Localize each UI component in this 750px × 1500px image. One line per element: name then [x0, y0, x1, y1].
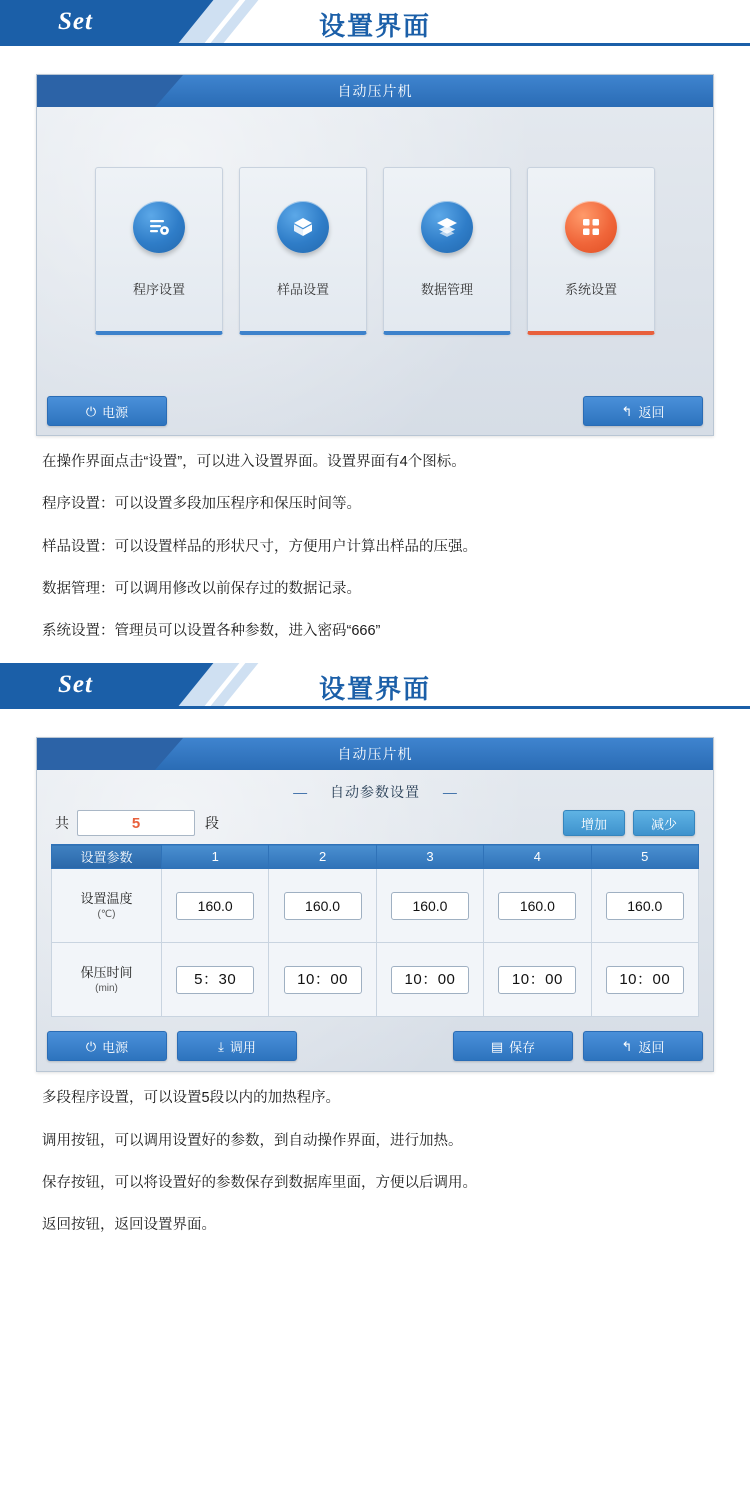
- device-screen-settings: [36, 74, 714, 436]
- banner-set-label: Set: [58, 671, 93, 699]
- power-button-label: 电源: [102, 1039, 129, 1055]
- temperature-input-3[interactable]: 160.0: [391, 892, 469, 920]
- row-label-holding-time: [52, 943, 162, 1017]
- row-label-text: 保压时间: [80, 965, 133, 981]
- back-button-label: 返回: [638, 1039, 665, 1055]
- segment-count-row: [51, 810, 699, 844]
- holding-time-input-5[interactable]: 10：00: [606, 966, 684, 994]
- banner-set-label: Set: [58, 8, 93, 35]
- menu-card-system-settings[interactable]: [527, 167, 655, 335]
- holding-time-input-2[interactable]: 10：00: [284, 966, 362, 994]
- device-title: 自动压片机: [337, 746, 413, 763]
- table-cell: [376, 943, 483, 1017]
- table-cell: [591, 943, 698, 1017]
- add-segment-button[interactable]: 增加: [563, 810, 625, 836]
- caption-line: 返回按钮，返回设置界面。: [42, 1217, 216, 1234]
- back-arrow-icon: ↰: [621, 1038, 633, 1054]
- table-cell: [162, 943, 269, 1017]
- caption-line: 系统设置：管理员可以设置各种参数，进入密码“666”: [42, 623, 381, 640]
- banner-title: 设置界面: [318, 11, 431, 41]
- power-icon: ⏻: [85, 1038, 97, 1054]
- segment-count-input[interactable]: 5: [77, 810, 195, 836]
- cube-icon: [277, 201, 329, 253]
- dash-left: —: [293, 784, 308, 801]
- table-cell: [591, 869, 698, 943]
- holding-time-input-4[interactable]: 10：00: [498, 966, 576, 994]
- caption-line: 在操作界面点击“设置”，可以进入设置界面。设置界面有4个图标。: [42, 454, 466, 470]
- power-button[interactable]: [47, 396, 167, 426]
- holding-time-input-3[interactable]: 10：00: [391, 966, 469, 994]
- download-icon: ⤓: [218, 1038, 224, 1054]
- save-button-label: 保存: [509, 1039, 536, 1055]
- row-label-text: 设置温度: [80, 891, 133, 907]
- device-body-2: [37, 770, 713, 1071]
- segment-count-label: 共: [55, 815, 69, 832]
- row-label-temperature: [52, 869, 162, 943]
- power-icon: ⏻: [85, 403, 97, 419]
- device-header-2: [37, 738, 713, 770]
- caption-line: 样品设置：可以设置样品的形状尺寸，方便用户计算出样品的压强。: [42, 538, 477, 555]
- table-row: [52, 943, 699, 1017]
- back-button[interactable]: [583, 1031, 703, 1061]
- load-button-label: 调用: [229, 1039, 256, 1055]
- holding-time-input-1[interactable]: 5：30: [176, 966, 254, 994]
- table-header-row: [52, 845, 699, 869]
- table-cell: [484, 943, 591, 1017]
- banner-title: 设置界面: [318, 674, 431, 705]
- power-button[interactable]: [47, 1031, 167, 1061]
- list-settings-icon: [133, 201, 185, 253]
- caption-line: 数据管理：可以调用修改以前保存过的数据记录。: [42, 580, 361, 597]
- section-banner-1: [0, 0, 750, 46]
- table-cell: [484, 869, 591, 943]
- caption-line: 多段程序设置，可以设置5段以内的加热程序。: [42, 1090, 341, 1107]
- column-header-4: 4: [484, 845, 591, 869]
- power-button-label: 电源: [102, 404, 129, 420]
- device-body-1: [37, 107, 713, 435]
- panel-subtitle: [51, 776, 699, 810]
- device-header-1: [37, 75, 713, 107]
- menu-card-data-management[interactable]: [383, 167, 511, 335]
- temperature-input-5[interactable]: 160.0: [606, 892, 684, 920]
- caption-line: 保存按钮，可以将设置好的参数保存到数据库里面，方便以后调用。: [42, 1175, 477, 1192]
- device-footer-1: [37, 387, 713, 435]
- device-title: 自动压片机: [337, 83, 413, 99]
- column-header-1: 1: [162, 845, 269, 869]
- panel-subtitle-text: 自动参数设置: [330, 784, 420, 801]
- settings-icon-grid: [37, 107, 713, 387]
- column-header-5: 5: [591, 845, 698, 869]
- caption-line: 程序设置：可以设置多段加压程序和保压时间等。: [42, 496, 361, 513]
- table-cell: [376, 869, 483, 943]
- temperature-input-1[interactable]: 160.0: [176, 892, 254, 920]
- grid-squares-icon: [565, 201, 617, 253]
- parameter-table: [51, 844, 699, 1017]
- temperature-input-4[interactable]: 160.0: [498, 892, 576, 920]
- captions-section-2: [36, 1088, 714, 1235]
- row-label-unit: (min): [95, 983, 118, 994]
- row-label-unit: (℃): [97, 909, 116, 920]
- floppy-disk-icon: ▤: [490, 1038, 504, 1054]
- load-button[interactable]: [177, 1031, 297, 1061]
- caption-line: 调用按钮，可以调用设置好的参数，到自动操作界面，进行加热。: [42, 1132, 463, 1149]
- menu-card-label: 程序设置: [132, 282, 185, 297]
- menu-card-label: 系统设置: [564, 282, 617, 297]
- table-row: [52, 869, 699, 943]
- menu-card-label: 数据管理: [420, 282, 473, 297]
- back-arrow-icon: ↰: [621, 403, 633, 419]
- dash-right: —: [442, 784, 457, 801]
- table-cell: [162, 869, 269, 943]
- layers-icon: [421, 201, 473, 253]
- back-button[interactable]: [583, 396, 703, 426]
- device-footer-2: [37, 1021, 713, 1071]
- segment-count-unit: 段: [205, 815, 219, 832]
- captions-section-1: [36, 452, 714, 641]
- menu-card-sample-settings[interactable]: [239, 167, 367, 335]
- column-header-param: 设置参数: [52, 845, 162, 869]
- column-header-3: 3: [376, 845, 483, 869]
- menu-card-program-settings[interactable]: [95, 167, 223, 335]
- menu-card-label: 样品设置: [276, 282, 329, 297]
- column-header-2: 2: [269, 845, 376, 869]
- parameter-panel: [37, 770, 713, 1021]
- back-button-label: 返回: [638, 404, 665, 420]
- table-cell: [269, 943, 376, 1017]
- save-button[interactable]: [453, 1031, 573, 1061]
- device-screen-parameters: [36, 737, 714, 1072]
- section-banner-2: [0, 663, 750, 709]
- table-cell: [269, 869, 376, 943]
- remove-segment-button[interactable]: 减少: [633, 810, 695, 836]
- temperature-input-2[interactable]: 160.0: [284, 892, 362, 920]
